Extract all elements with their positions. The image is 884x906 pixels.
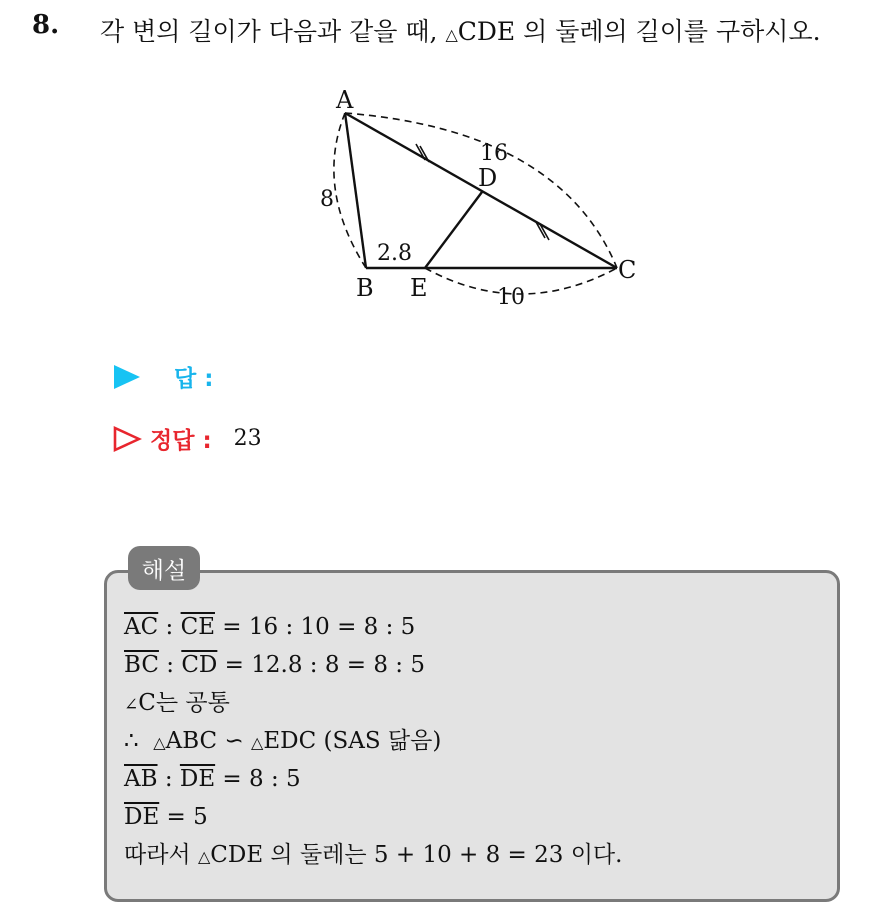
length-be-label: 2.8 <box>377 241 412 266</box>
similar-symbol: ∽ <box>224 728 244 754</box>
play-outline-icon <box>112 424 142 454</box>
therefore-symbol: ∴ <box>124 728 139 754</box>
solution-line-6: $\overline{DE} = 5$ <box>124 804 208 830</box>
segment-ce-overline: $\overline{CE}$ <box>180 614 215 640</box>
length-ab-label: 8 <box>320 187 334 212</box>
segment-ab-overline: $\overline{AB}$ <box>124 766 158 792</box>
point-b-label: B <box>356 274 374 302</box>
arc-ab <box>334 113 366 268</box>
solution-line-3: ∠C는 공통 <box>124 690 230 716</box>
point-c-label: C <box>618 256 637 284</box>
length-ec-label: 10 <box>497 285 525 310</box>
solution-line-5: $\overline{AB}$ : $\overline{DE} = 8$ : 5 <box>124 766 301 792</box>
segment-de-overline: $\overline{DE}$ <box>124 804 160 830</box>
correct-answer-value: 23 <box>233 426 262 451</box>
segment-cd-overline: $\overline{CD}$ <box>181 652 218 678</box>
point-d-label: D <box>478 164 498 192</box>
solution-line-7: 따라서 △CDE 의 둘레는 5 + 10 + 8 = 23 이다. <box>124 842 623 868</box>
point-a-label: A <box>336 86 354 114</box>
question-text-after: 의 둘레의 길이를 구하시오. <box>515 17 821 46</box>
solution-line-2: $\overline{BC}$ : $\overline{CD} = 12.8$ : 8 = 8 : 5 <box>124 652 425 678</box>
segment-bc-overline: $\overline{BC}$ <box>124 652 159 678</box>
solution-line-4: ∴ △ABC ∽ △EDC (SAS 닮음) <box>124 728 442 754</box>
solution-lines <box>124 608 622 874</box>
segment-de <box>425 192 482 268</box>
length-ac-label: 16 <box>480 141 508 166</box>
angle-symbol: ∠ <box>124 695 139 715</box>
solution-line-1: $\overline{AC}$ : $\overline{CE} = 16$ : 10 = 8 : 5 <box>124 614 416 640</box>
segment-ab <box>345 113 366 268</box>
correct-answer-row <box>112 422 262 455</box>
correct-answer-label: 정답 : <box>150 428 212 454</box>
triangle-figure <box>300 80 660 320</box>
segment-ac-overline: $\overline{AC}$ <box>124 614 159 640</box>
question-text <box>100 12 821 48</box>
answer-label: 답 : <box>174 366 214 392</box>
point-e-label: E <box>410 274 428 302</box>
play-filled-icon <box>112 362 142 392</box>
segment-de-overline: $\overline{DE}$ <box>179 766 216 792</box>
triangle-symbol: △ <box>445 25 458 44</box>
solution-tab: 해설 <box>128 546 200 590</box>
question-number: 8. <box>32 10 60 40</box>
question-text-before: 각 변의 길이가 다음과 같을 때, <box>100 17 446 46</box>
triangle-name: CDE <box>457 17 516 46</box>
answer-row <box>112 360 213 393</box>
tick-ad <box>416 144 429 162</box>
